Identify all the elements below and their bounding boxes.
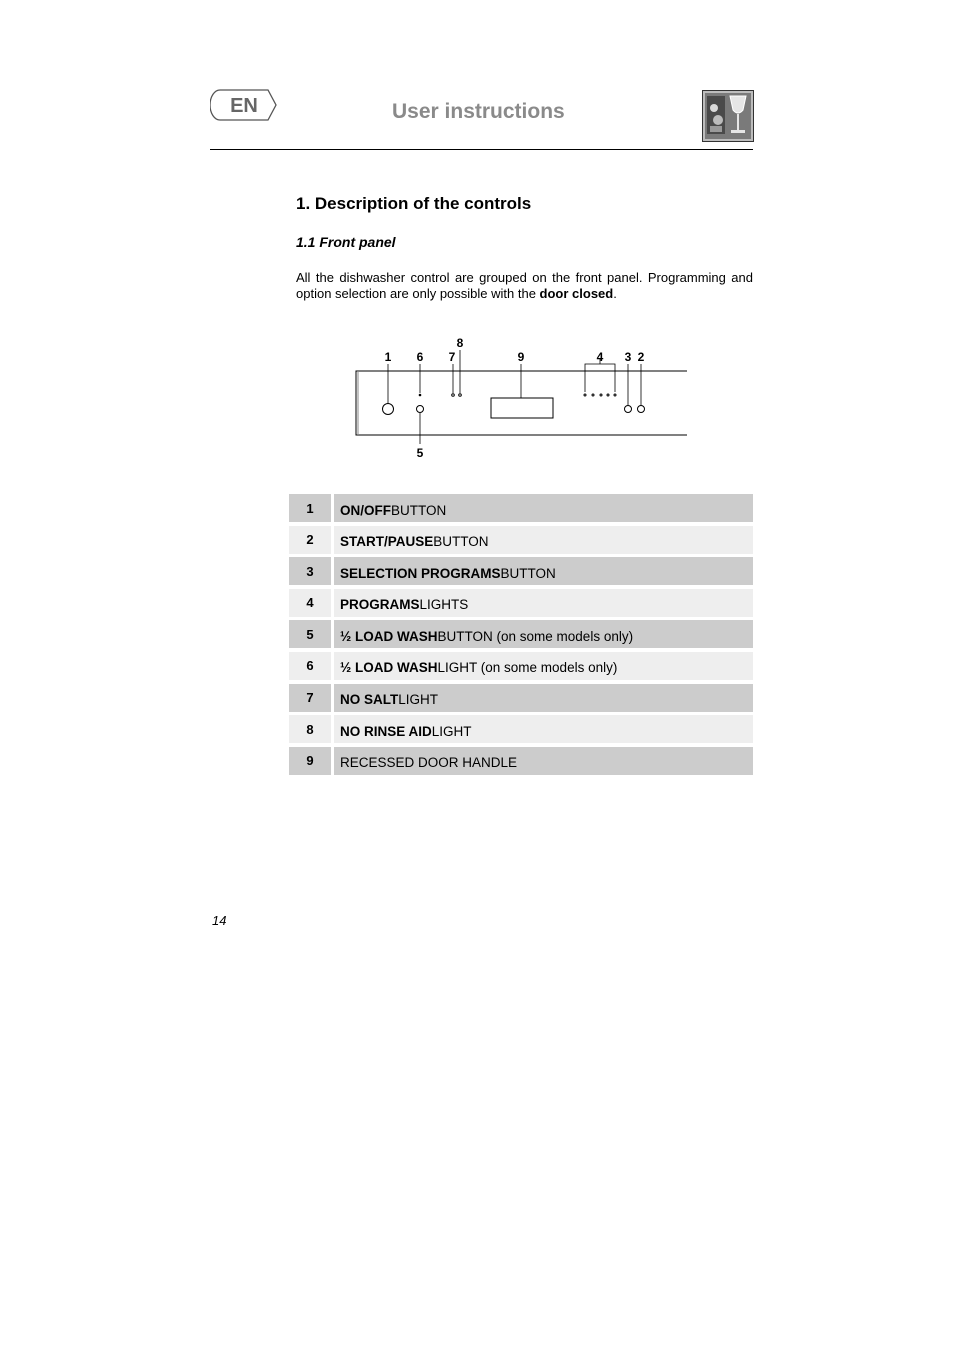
control-description xyxy=(334,684,753,712)
half-load-button-shape xyxy=(417,406,424,413)
control-type: LIGHT xyxy=(398,692,439,708)
intro-text-start: All the dishwasher control are grouped on the front panel. Programming and option selection are only possible with the xyxy=(296,270,753,301)
selection-button-shape xyxy=(625,406,632,413)
table-row xyxy=(289,652,753,680)
intro-paragraph xyxy=(296,270,753,302)
control-description xyxy=(334,620,753,648)
control-name: SELECTION PROGRAMS xyxy=(340,565,501,581)
control-number: 5 xyxy=(289,620,331,648)
control-type: LIGHT (on some models only) xyxy=(437,660,618,676)
callout-4: 4 xyxy=(596,350,604,364)
control-description xyxy=(334,715,753,743)
table-row xyxy=(289,747,753,775)
control-description xyxy=(334,589,753,617)
page-number: 14 xyxy=(212,913,227,928)
callout-3: 3 xyxy=(624,350,632,364)
table-row xyxy=(289,715,753,743)
front-panel-diagram xyxy=(340,330,700,465)
control-type: BUTTON (on some models only) xyxy=(437,628,634,644)
callout-9: 9 xyxy=(517,350,525,364)
control-number: 4 xyxy=(289,589,331,617)
control-description xyxy=(334,747,753,775)
control-name: ½ LOAD WASH xyxy=(340,628,438,644)
language-badge xyxy=(210,88,278,122)
subsection-title: 1.1 Front panel xyxy=(296,234,396,250)
half-load-light-shape xyxy=(419,394,421,396)
control-description xyxy=(334,652,753,680)
table-row xyxy=(289,557,753,585)
dishwasher-icon xyxy=(702,90,754,142)
control-description xyxy=(334,526,753,554)
panel-outline xyxy=(356,371,687,435)
callout-2: 2 xyxy=(637,350,645,364)
control-type: BUTTON xyxy=(500,565,556,581)
callout-7: 7 xyxy=(448,350,456,364)
control-description xyxy=(334,557,753,585)
control-name: ON/OFF xyxy=(340,502,391,518)
control-number: 7 xyxy=(289,684,331,712)
intro-text-end: . xyxy=(613,286,617,301)
control-number: 6 xyxy=(289,652,331,680)
control-type: BUTTON xyxy=(391,502,447,518)
controls-table xyxy=(289,494,753,778)
table-row xyxy=(289,589,753,617)
table-row xyxy=(289,526,753,554)
control-name: ½ LOAD WASH xyxy=(340,660,438,676)
header-divider xyxy=(210,149,753,150)
control-number: 3 xyxy=(289,557,331,585)
control-description xyxy=(334,494,753,522)
programs-lights-shape xyxy=(584,394,616,396)
control-type: LIGHT xyxy=(431,723,472,739)
door-handle-shape xyxy=(491,398,553,418)
no-rinse-aid-light-shape xyxy=(459,394,462,397)
on-off-button-shape xyxy=(383,404,394,415)
control-number: 1 xyxy=(289,494,331,522)
language-code: EN xyxy=(230,95,258,117)
control-type: BUTTON xyxy=(433,534,489,550)
start-pause-button-shape xyxy=(638,406,645,413)
table-row xyxy=(289,620,753,648)
no-salt-light-shape xyxy=(452,394,455,397)
callout-1: 1 xyxy=(384,350,392,364)
table-row xyxy=(289,684,753,712)
intro-text-emphasis: door closed xyxy=(539,286,614,301)
control-name: START/PAUSE xyxy=(340,534,434,550)
control-type: RECESSED DOOR HANDLE xyxy=(340,755,518,771)
control-number: 8 xyxy=(289,715,331,743)
control-name: NO RINSE AID xyxy=(340,723,432,739)
control-type: LIGHTS xyxy=(419,597,469,613)
callout-5: 5 xyxy=(416,446,424,460)
callout-6: 6 xyxy=(416,350,424,364)
control-name: NO SALT xyxy=(340,692,399,708)
control-name: PROGRAMS xyxy=(340,597,420,613)
section-title: 1. Description of the controls xyxy=(296,194,532,213)
callout-8: 8 xyxy=(456,336,464,350)
page-header-title: User instructions xyxy=(392,100,565,123)
control-number: 9 xyxy=(289,747,331,775)
table-row xyxy=(289,494,753,522)
control-number: 2 xyxy=(289,526,331,554)
